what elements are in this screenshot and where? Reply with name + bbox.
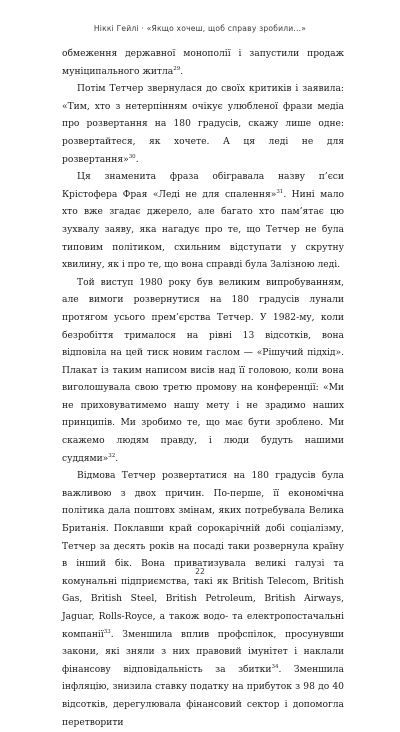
footnote-marker: 33 — [103, 628, 111, 635]
paragraph-text: обмеження державної монополії і запустили продаж муніципального житла — [62, 49, 344, 77]
footnote-marker: 34 — [271, 663, 279, 670]
footnote-marker: 31 — [276, 188, 284, 195]
footnote-marker: 29 — [173, 65, 181, 72]
paragraph-text: . — [180, 66, 184, 77]
paragraph-text: . Зменшила інфляцію, знизила ставку податку на прибуток з 98 до 40 відсотків, дерегулювала фінансовий сектор і допомогла перетворити — [62, 664, 344, 728]
body-paragraph — [62, 81, 344, 169]
paragraph-text: . — [115, 453, 119, 464]
body-text — [62, 46, 344, 732]
body-paragraph — [62, 46, 344, 81]
footnote-marker: 30 — [128, 153, 136, 160]
paragraph-text: . — [135, 154, 139, 165]
paragraph-text: Відмова Тетчер розвертатися на 180 градусів була важливою з двох причин. По-перше, її економічна політика дала поштовх змінам, яких потребувала Велика Британія. Поклавши край сорокарічній добі соціалізму, Тетчер за десять років на посаді таки розвернула країну в інший бік. Вона приватизувала великі галузі та комунальні підприємства, такі як British Telecom, British Gas, British Steel, British Petroleum, British Airways, Jaguar, Rolls-Royce, а також водо- та електропостачальні компанії — [62, 471, 344, 640]
paragraph-text: Потім Тетчер звернулася до своїх критиків і заявила: «Тим, хто з нетерпінням очікує улюбленої фрази медіа про розвертання на 180 градусів, скажу лише одне: розвертайтеся, як хочете. А ця леді не для розвертання» — [62, 84, 344, 165]
body-paragraph — [62, 275, 344, 469]
footnote-marker: 32 — [108, 452, 116, 459]
paragraph-text: . Зменшила вплив профспілок, просунувши закони, які зняли з них правовий імунітет і наклали фінансову відповідальність за збитки — [62, 629, 344, 675]
paragraph-text: Ця знаменита фраза обігравала назву п’єси Крістофера Фрая «Леді не для спалення» — [62, 172, 344, 200]
body-paragraph — [62, 169, 344, 275]
body-paragraph — [62, 468, 344, 732]
page-number: 22 — [195, 567, 205, 576]
paragraph-text: . Нині мало хто вже згадає джерело, але багато хто пам’ятає цю зухвалу заяву, яка нагадує про те, що Тетчер не була типовим політиком, схильним відступати у скрутну хвилину, як і про те, що вона справді була Залізною леді. — [62, 189, 344, 271]
running-head: Ніккі Гейлі · «Якщо хочеш, щоб справу зробили...» — [93, 24, 307, 33]
paragraph-text: Той виступ 1980 року був великим випробуванням, але вимоги розвернутися на 180 градусів лунали протягом усього прем’єрства Тетчер. У 1982-му, коли безробіття трималося на рівні 13 відсотків, вона відповіла на цей тиск новим гаслом — «Рішучий підхід». Плакат із таким написом висів над її головою, коли вона виголошувала свою третю промову на конференції: «Ми не приховуватимемо нашу мету і не зрадимо наших принципів. Ми зробимо те, що має бути зроблено. Ми скажемо людям правду, і люди будуть нашими суддями» — [62, 277, 344, 464]
